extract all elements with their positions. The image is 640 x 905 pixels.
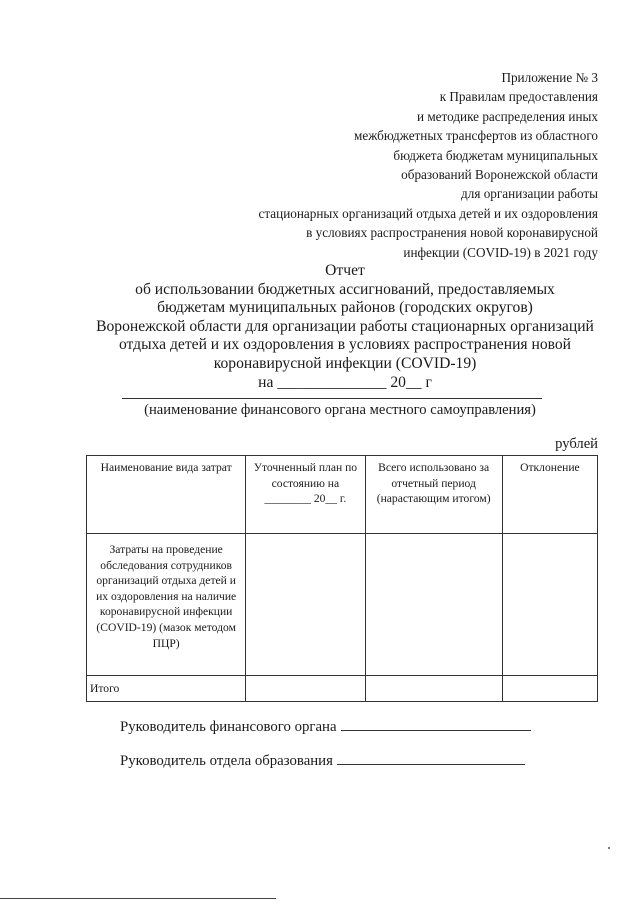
table-header-row bbox=[87, 456, 598, 534]
appendix-line: межбюджетных трансфертов из областного bbox=[354, 128, 598, 144]
signature-education-label: Руководитель отдела образования bbox=[120, 753, 333, 769]
currency-unit: рублей bbox=[555, 436, 598, 452]
report-date-line: на ______________ 20__ г bbox=[258, 373, 432, 391]
table-total-row bbox=[87, 676, 598, 702]
report-subtitle-line: отдыха детей и их оздоровления в условиях распространения новой bbox=[118, 336, 572, 354]
report-subtitle-line: бюджетам муниципальных районов (городских округов) bbox=[157, 299, 533, 317]
appendix-line: для организации работы bbox=[461, 186, 598, 202]
org-name-fill-line bbox=[122, 398, 542, 399]
cell-cost-name: Затраты на проведение обследования сотрудников организаций отдыха детей и их оздоровления на наличие коронавирусной инфекции (COVID-19) (мазок методом ПЦР) bbox=[87, 534, 246, 676]
signature-education-head bbox=[120, 750, 525, 770]
signature-finance-label: Руководитель финансового органа bbox=[120, 719, 337, 735]
cell-total-used[interactable] bbox=[365, 676, 502, 702]
cell-total-deviation[interactable] bbox=[502, 676, 597, 702]
signature-finance-line[interactable] bbox=[341, 716, 531, 731]
table-row bbox=[87, 534, 598, 676]
report-subtitle-line: об использовании бюджетных ассигнований, предоставляемых bbox=[135, 280, 555, 298]
header-plan: Уточненный план по состоянию на ________ 20__ г. bbox=[246, 456, 365, 534]
header-cost-type: Наименование вида затрат bbox=[87, 456, 246, 534]
header-deviation: Отклонение bbox=[502, 456, 597, 534]
cell-total-plan[interactable] bbox=[246, 676, 365, 702]
appendix-line: образований Воронежской области bbox=[401, 167, 598, 183]
header-used: Всего использовано за отчетный период (нарастающим итогом) bbox=[365, 456, 502, 534]
report-subtitle-line: Воронежской области для организации работы стационарных организаций bbox=[96, 317, 594, 335]
appendix-line: к Правилам предоставления bbox=[439, 89, 598, 105]
cell-total-label: Итого bbox=[87, 676, 246, 702]
appendix-line: бюджета бюджетам муниципальных bbox=[393, 147, 598, 163]
report-title: Отчет bbox=[325, 262, 365, 279]
signature-finance-head bbox=[120, 716, 531, 736]
footnote-separator bbox=[0, 898, 276, 899]
report-subtitle-line: коронавирусной инфекции (COVID-19) bbox=[213, 354, 477, 372]
appendix-line: в условиях распространения новой коронавирусной bbox=[306, 225, 598, 241]
cell-used[interactable] bbox=[365, 534, 502, 676]
cell-deviation[interactable] bbox=[502, 534, 597, 676]
report-table bbox=[86, 455, 598, 702]
signature-education-line[interactable] bbox=[337, 750, 525, 765]
cell-plan[interactable] bbox=[246, 534, 365, 676]
org-name-caption: (наименование финансового органа местного самоуправления) bbox=[144, 402, 536, 418]
appendix-line: инфекции (COVID-19) в 2021 году bbox=[403, 244, 598, 260]
appendix-line: стационарных организаций отдыха детей и их оздоровления bbox=[258, 205, 598, 221]
report-title-block bbox=[60, 262, 630, 392]
scan-speck bbox=[608, 847, 610, 849]
appendix-line: Приложение № 3 bbox=[501, 70, 598, 85]
appendix-line: и методике распределения иных bbox=[416, 108, 598, 124]
appendix-header bbox=[178, 68, 598, 262]
